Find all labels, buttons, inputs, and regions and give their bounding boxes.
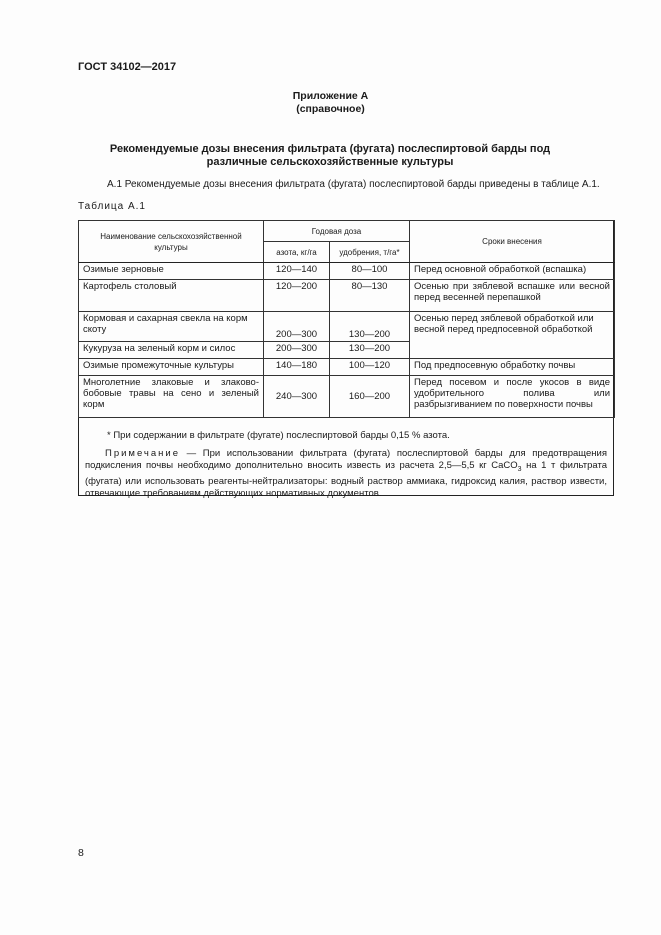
cell-fertilizer: 160—200 (330, 376, 410, 418)
cell-crop: Озимые промежуточные культуры (79, 359, 264, 376)
cell-timing: Перед основной обработкой (вспашка) (410, 263, 615, 280)
cell-crop: Картофель столовый (79, 280, 264, 312)
header-nitrogen: азота, кг/га (264, 242, 330, 263)
table-note (85, 448, 607, 500)
cell-timing: Перед посевом и после укосов в виде удобрительного полива или разбрызгиванием по поверхности почвы (410, 376, 615, 418)
dose-table (78, 220, 615, 418)
cell-nitrogen: 120—200 (264, 280, 330, 312)
table-footnote: * При содержании в фильтрате (фугате) послеспиртовой барды 0,15 % азота. (107, 430, 450, 441)
table-row (79, 359, 615, 376)
cell-fertilizer: 130—200 (330, 312, 410, 342)
cell-fertilizer: 80—130 (330, 280, 410, 312)
header-fertilizer: удобрения, т/га* (330, 242, 410, 263)
section-title: Рекомендуемые дозы внесения фильтрата (фугата) послеспиртовой барды под различные сельскохозяйственные культуры (109, 143, 551, 168)
cell-crop: Озимые зерновые (79, 263, 264, 280)
cell-crop: Кукуруза на зеленый корм и силос (79, 342, 264, 359)
cell-timing: Под предпосевную обработку почвы (410, 359, 615, 376)
note-subscript: 3 (517, 465, 522, 473)
cell-fertilizer: 80—100 (330, 263, 410, 280)
cell-nitrogen: 240—300 (264, 376, 330, 418)
table-row (79, 312, 615, 342)
header-timing: Сроки внесения (410, 221, 615, 263)
cell-fertilizer: 100—120 (330, 359, 410, 376)
appendix-note: (справочное) (296, 103, 365, 115)
table-row (79, 376, 615, 418)
appendix-title: Приложение А (292, 90, 369, 102)
note-text-cont: на 1 т фильтрата (фугата) или использовать реагенты-нейтрализаторы: водный раствор аммиака, гидроксид калия, раствор извести, отвечающие требованиям действующих нормативных документов. (85, 460, 607, 499)
header-crop: Наименование сельскохозяйственной культуры (79, 221, 264, 263)
header-annual-dose: Годовая доза (264, 221, 410, 242)
cell-nitrogen: 200—300 (264, 342, 330, 359)
table-caption: Таблица А.1 (78, 201, 146, 212)
cell-nitrogen: 140—180 (264, 359, 330, 376)
note-label: Примечание (105, 448, 180, 459)
cell-crop: Многолетние злаковые и злаково-бобовые травы на сено и зеленый корм (79, 376, 264, 418)
cell-timing: Осенью при зяблевой вспашке или весной перед весенней перепашкой (410, 280, 615, 312)
table-row (79, 263, 615, 280)
cell-crop: Кормовая и сахарная свекла на корм скоту (79, 312, 264, 342)
cell-nitrogen: 120—140 (264, 263, 330, 280)
intro-paragraph: А.1 Рекомендуемые дозы внесения фильтрата (фугата) послеспиртовой барды приведены в таблице А.1. (107, 179, 600, 190)
cell-timing: Осенью перед зяблевой обработкой или весной перед предпосевной обработкой (410, 312, 615, 359)
document-code: ГОСТ 34102—2017 (78, 61, 177, 73)
cell-fertilizer: 130—200 (330, 342, 410, 359)
cell-nitrogen: 200—300 (264, 312, 330, 342)
note-text: — При использовании фильтрата (фугата) послеспиртовой барды для предотвращения подкисления почвы необходимо дополнительно вносить известь из расчета 2,5—5,5 кг CaCO (85, 448, 607, 471)
table-row (79, 280, 615, 312)
page-number: 8 (78, 847, 84, 859)
